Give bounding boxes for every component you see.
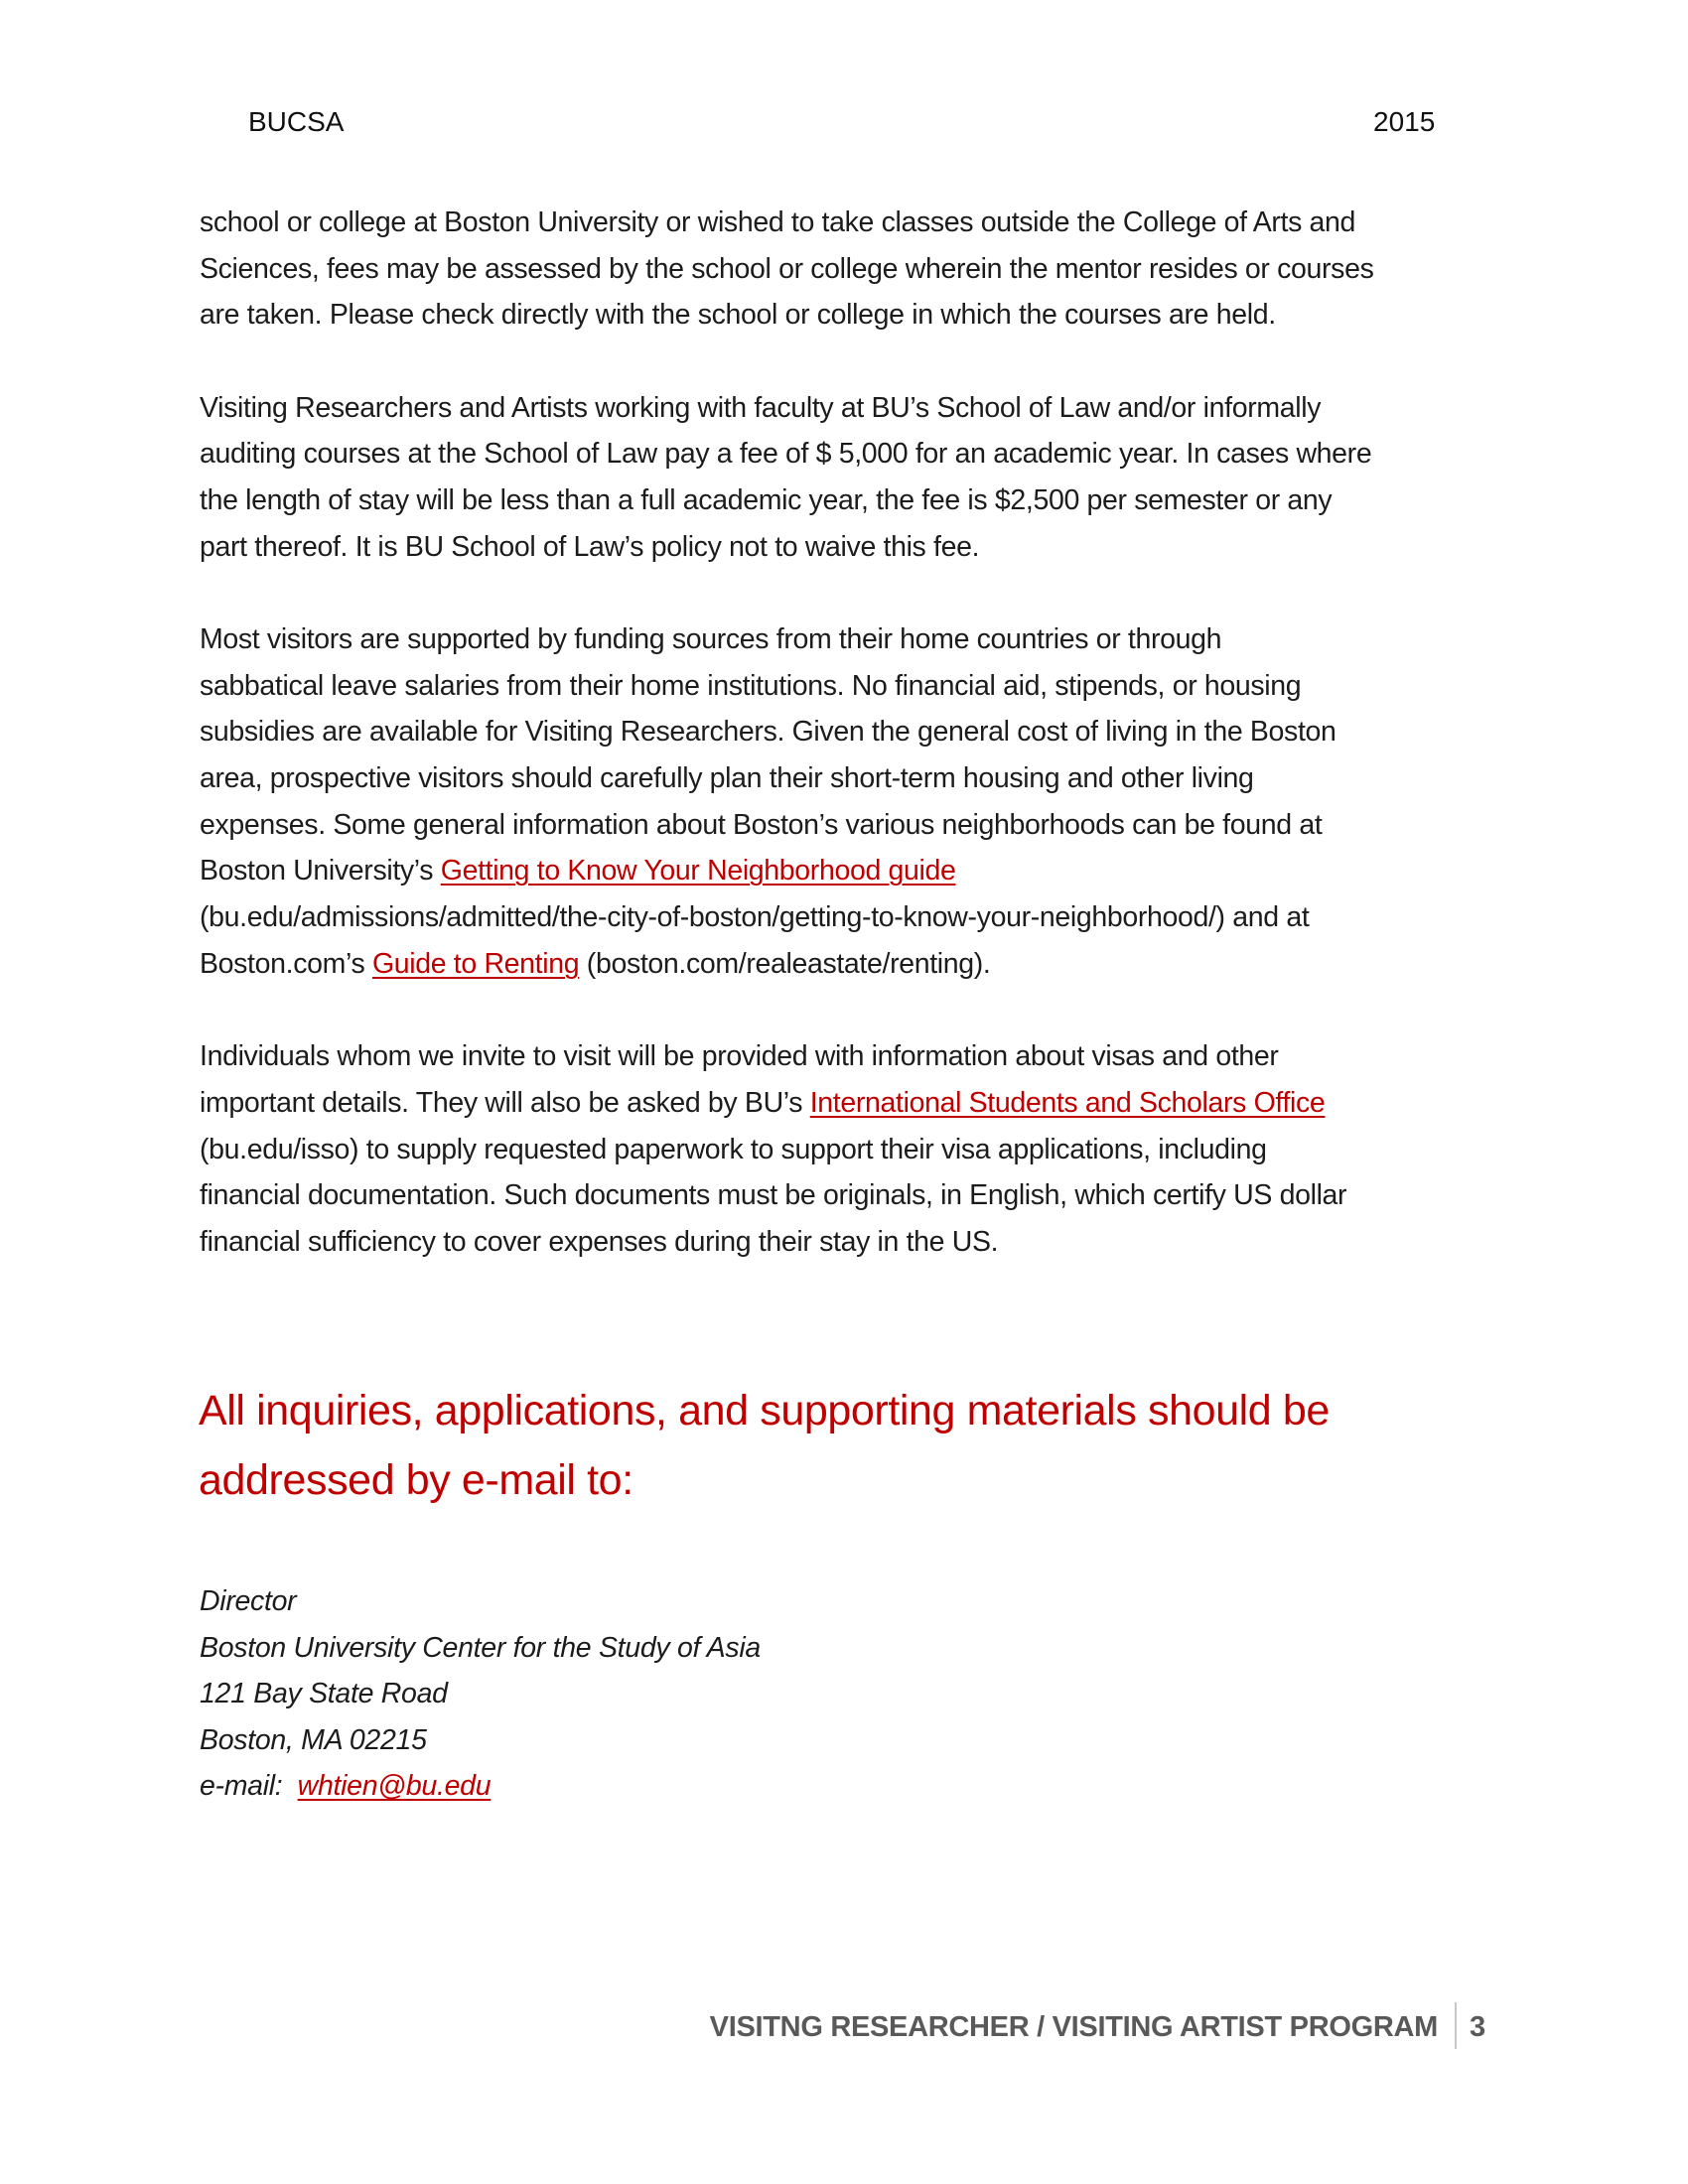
text-line: school or college at Boston University or wished to take classes outside the College of Arts and bbox=[200, 206, 1356, 238]
text-line bbox=[200, 854, 956, 887]
text-line: Sciences, fees may be assessed by the school or college wherein the mentor resides or courses bbox=[200, 253, 1374, 285]
text-line: Individuals whom we invite to visit will be provided with information about visas and other bbox=[200, 1040, 1279, 1072]
address-email-line bbox=[200, 1769, 491, 1803]
text-line: area, prospective visitors should carefully plan their short-term housing and other living bbox=[200, 762, 1254, 794]
text-line: sabbatical leave salaries from their home institutions. No financial aid, stipends, or housing bbox=[200, 670, 1302, 702]
text-line: Most visitors are supported by funding sources from their home countries or through bbox=[200, 623, 1222, 655]
header-year: 2015 bbox=[1373, 106, 1436, 137]
address-organization: Boston University Center for the Study of Asia bbox=[200, 1632, 761, 1664]
text-line: expenses. Some general information about Boston’s various neighborhoods can be found at bbox=[200, 809, 1323, 841]
text-line bbox=[200, 1086, 1325, 1120]
address-street: 121 Bay State Road bbox=[200, 1678, 448, 1709]
text-line: auditing courses at the School of Law pay a fee of $ 5,000 for an academic year. In cases where bbox=[200, 438, 1372, 470]
address-title: Director bbox=[200, 1585, 297, 1617]
heading-line: All inquiries, applications, and supporting materials should be bbox=[199, 1387, 1330, 1434]
text-line: the length of stay will be less than a full academic year, the fee is $2,500 per semester or any bbox=[200, 484, 1333, 516]
email-link[interactable]: whtien@bu.edu bbox=[297, 1770, 492, 1802]
text-line: Visiting Researchers and Artists working with faculty at BU’s School of Law and/or informally bbox=[200, 392, 1322, 424]
text-line: part thereof. It is BU School of Law’s policy not to waive this fee. bbox=[200, 531, 980, 563]
text-line: financial documentation. Such documents must be originals, in English, which certify US dollar bbox=[200, 1179, 1347, 1211]
page-number: 3 bbox=[1470, 2011, 1486, 2043]
text-line: are taken. Please check directly with the school or college in which the courses are held. bbox=[200, 299, 1276, 331]
text-segment: Boston.com’s bbox=[200, 948, 372, 980]
text-line: financial sufficiency to cover expenses during their stay in the US. bbox=[200, 1226, 999, 1258]
email-label: e-mail: bbox=[200, 1770, 298, 1802]
text-segment: (boston.com/realeastate/renting). bbox=[579, 948, 991, 980]
footer-program-title: VISITNG RESEARCHER / VISITING ARTIST PROGRAM bbox=[709, 2011, 1438, 2043]
text-segment: important details. They will also be asked by BU’s bbox=[200, 1087, 810, 1119]
text-line: (bu.edu/isso) to supply requested paperwork to support their visa applications, including bbox=[200, 1134, 1267, 1165]
header-org: BUCSA bbox=[248, 106, 345, 137]
address-city: Boston, MA 02215 bbox=[200, 1724, 427, 1756]
text-line: (bu.edu/admissions/admitted/the-city-of-boston/getting-to-know-your-neighborhood/) and at bbox=[200, 901, 1310, 933]
isso-link[interactable]: International Students and Scholars Office bbox=[809, 1087, 1326, 1119]
guide-to-renting-link[interactable]: Guide to Renting bbox=[371, 948, 580, 980]
neighborhood-guide-link[interactable]: Getting to Know Your Neighborhood guide bbox=[440, 855, 956, 887]
footer-divider bbox=[1455, 2002, 1457, 2049]
text-line: subsidies are available for Visiting Researchers. Given the general cost of living in the Boston bbox=[200, 716, 1336, 748]
text-segment: Boston University’s bbox=[200, 855, 441, 887]
heading-line: addressed by e-mail to: bbox=[199, 1456, 633, 1504]
text-line bbox=[200, 947, 990, 981]
page-footer bbox=[0, 2007, 1688, 2047]
